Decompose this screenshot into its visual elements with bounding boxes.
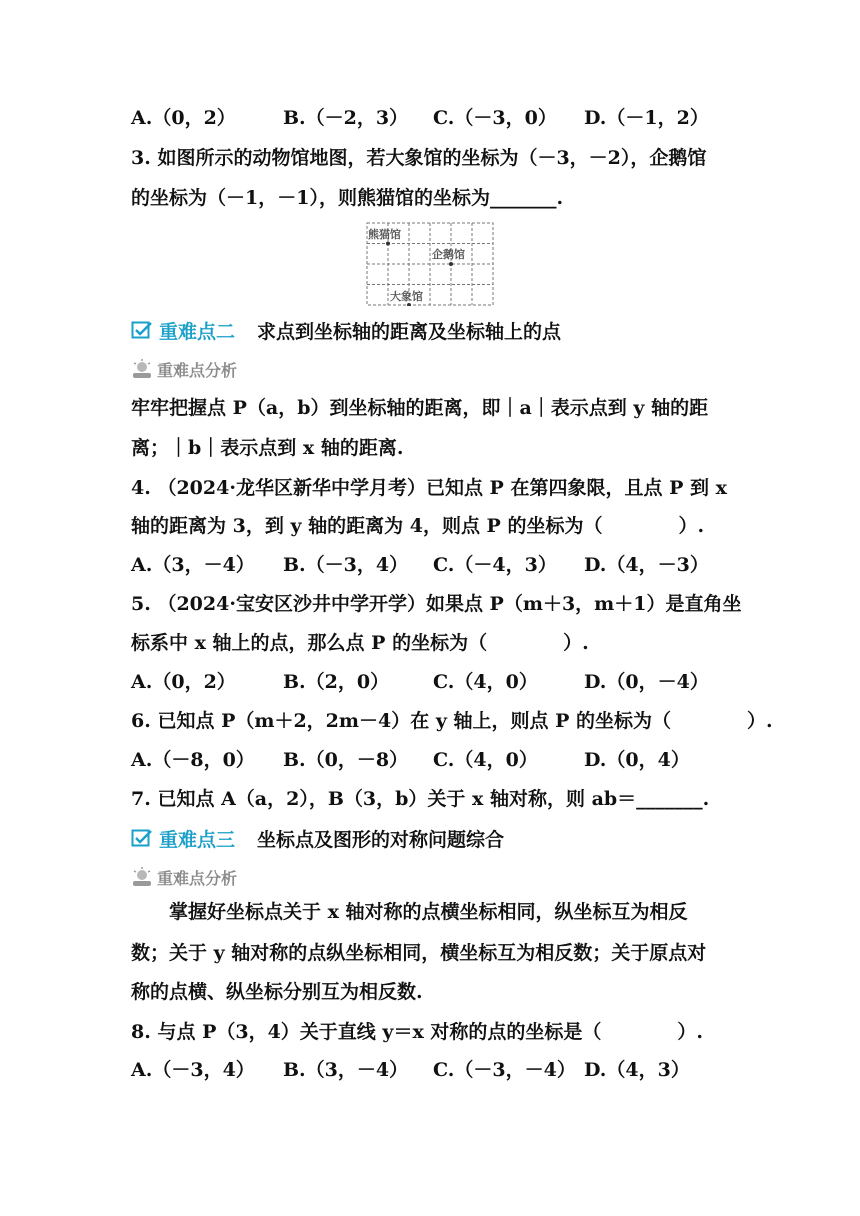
q6-line-1: 6. 已知点 P（m＋2，2m－4）在 y 轴上，则点 P 的坐标为（ ）. [131,710,773,732]
q3-line-1: 3. 如图所示的动物馆地图，若大象馆的坐标为（－3，－2），企鹅馆 [131,147,707,169]
q6-option-d: D.（0，4） [584,749,690,771]
penguin-label: 企鹅馆 [432,248,465,261]
q5-option-b: B.（2，0） [283,671,390,693]
section-3-title: 坐标点及图形的对称问题综合 [257,828,505,851]
analysis-header-3 [131,866,237,888]
q4-option-d: D.（4，－3） [584,554,709,576]
lightbulb-person-icon [131,359,153,379]
analysis-3-line-2: 数；关于 y 轴对称的点纵坐标相同，横坐标互为相反数；关于原点对 [131,942,707,964]
q2-option-b: B.（－2，3） [283,107,409,129]
zoo-map-grid [366,222,494,306]
analysis-3-line-3: 称的点横、纵坐标分别互为相反数. [131,981,423,1003]
q2-option-d: D.（－1，2） [584,107,709,129]
q4-line-1: 4. （2024·龙华区新华中学月考）已知点 P 在第四象限，且点 P 到 x [131,477,727,499]
analysis-2-line-2: 离；｜b｜表示点到 x 轴的距离. [131,437,404,459]
q4-line-2: 轴的距离为 3，到 y 轴的距离为 4，则点 P 的坐标为（ ）. [131,515,705,537]
section-2-header [131,317,561,343]
q6-option-c: C.（4，0） [433,749,538,771]
q4-option-b: B.（－3，4） [283,554,409,576]
q7-line-1: 7. 已知点 A（a，2），B（3，b）关于 x 轴对称，则 ab＝_______. [131,788,710,810]
q6-option-a: A.（－8，0） [131,749,255,771]
panda-label: 熊猫馆 [368,228,401,241]
q2-option-c: C.（－3，0） [433,107,557,129]
panda-point [386,242,390,246]
q3-line-2: 的坐标为（－1，－1），则熊猫馆的坐标为_______. [131,187,564,209]
q5-option-c: C.（4，0） [433,671,538,693]
q2-option-a: A.（0，2） [131,107,236,129]
q8-option-b: B.（3，－4） [283,1059,409,1081]
q5-line-1: 5. （2024·宝安区沙井中学开学）如果点 P（m＋3，m＋1）是直角坐 [131,593,742,615]
q8-option-d: D.（4，3） [584,1059,690,1081]
analysis-label-3: 重难点分析 [157,868,238,888]
zoo-map-figure [366,222,494,306]
q5-option-d: D.（0，－4） [584,671,709,693]
q8-line-1: 8. 与点 P（3，4）关于直线 y＝x 对称的点的坐标是（ ）. [131,1021,704,1043]
analysis-label-2: 重难点分析 [157,360,238,380]
section-2-label: 重难点二 [159,320,236,343]
check-clipboard-icon [131,828,153,848]
analysis-3-line-1: 掌握好坐标点关于 x 轴对称的点横坐标相同，纵坐标互为相反 [131,901,688,923]
check-clipboard-icon [131,320,153,340]
lightbulb-person-icon [131,867,153,887]
section-3-label: 重难点三 [159,828,236,851]
analysis-2-line-1: 牢牢把握点 P（a，b）到坐标轴的距离，即｜a｜表示点到 y 轴的距 [131,397,709,419]
q4-option-c: C.（－4，3） [433,554,557,576]
q8-option-c: C.（－3，－4） [433,1059,576,1081]
elephant-point [407,303,411,306]
q5-line-2: 标系中 x 轴上的点，那么点 P 的坐标为（ ）. [131,632,589,654]
q8-option-a: A.（－3，4） [131,1059,255,1081]
elephant-label: 大象馆 [390,290,423,303]
q6-option-b: B.（0，－8） [283,749,409,771]
section-3-header [131,825,504,851]
q5-option-a: A.（0，2） [131,671,236,693]
penguin-point [449,262,453,266]
analysis-header-2 [131,358,237,380]
section-2-title: 求点到坐标轴的距离及坐标轴上的点 [257,320,562,343]
q4-option-a: A.（3，－4） [131,554,255,576]
